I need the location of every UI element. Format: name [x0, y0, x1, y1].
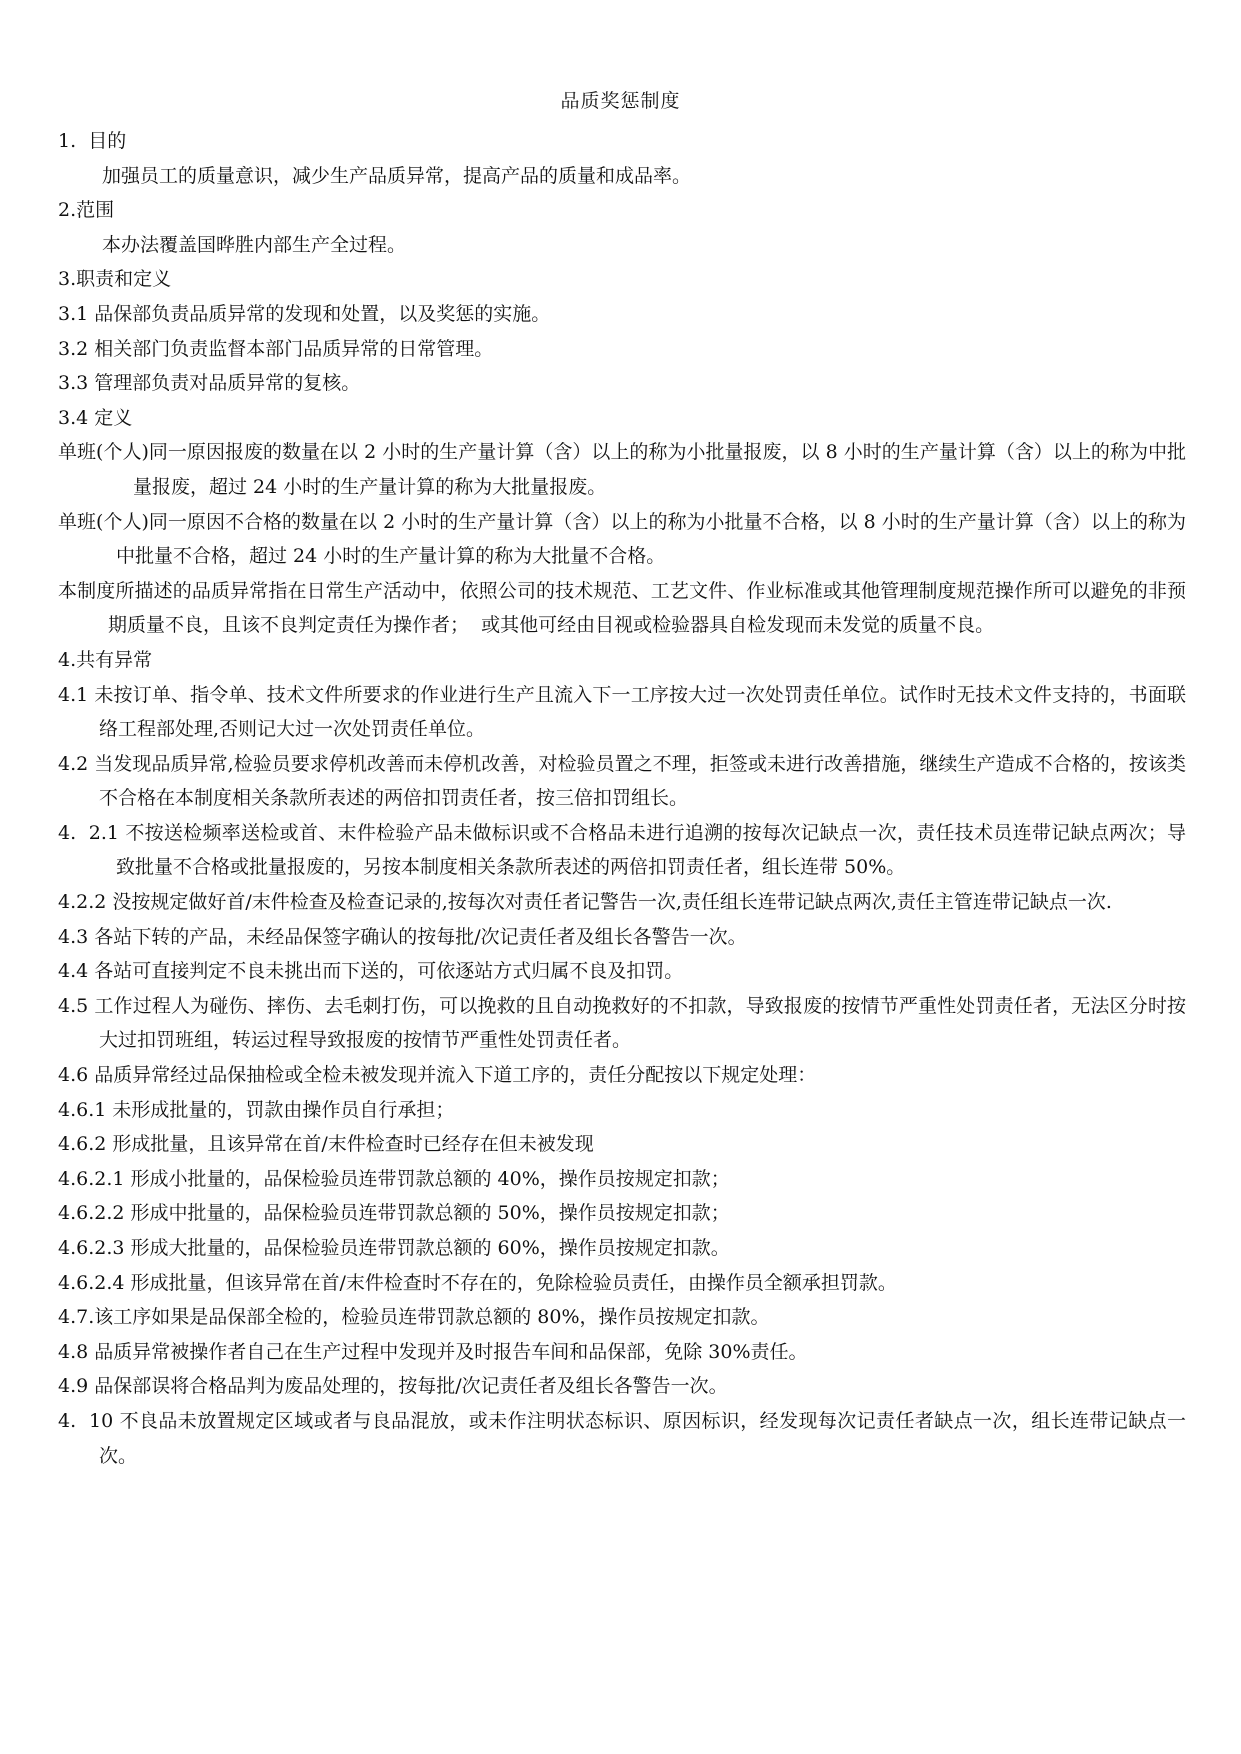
clause-3-1: 3.1 品保部负责品质异常的发现和处置，以及奖惩的实施。 — [58, 302, 551, 325]
clause-4-6-1: 4.6.1 未形成批量的，罚款由操作员自行承担； — [58, 1098, 455, 1121]
clause-4-1: 4.1 未按订单、指令单、技术文件所要求的作业进行生产且流入下一工序按大过一次处罚责任单位。试作时无技术文件支持的，书面联络工程部处理,否则记大过一次处罚责任单位。 — [58, 683, 1186, 741]
clause-4-6-2: 4.6.2 形成批量，且该异常在首/末件检查时已经存在但未被发现 — [58, 1133, 594, 1156]
definition-quality-anomaly: 本制度所描述的品质异常指在日常生产活动中，依照公司的技术规范、工艺文件、作业标准或其他管理制度规范操作所可以避免的非预期质量不良，且该不良判定责任为操作者； 或其他可经由目视或检验器具自检发现而未发觉的质量不良。 — [58, 579, 1186, 637]
clause-4-6-2-2: 4.6.2.2 形成中批量的，品保检验员连带罚款总额的 50%，操作员按规定扣款； — [58, 1202, 730, 1225]
clause-4-2-1: 4. 2.1 不按送检频率送检或首、末件检验产品未做标识或不合格品未进行追溯的按每次记缺点一次，责任技术员连带记缺点两次；导致批量不合格或批量报废的，另按本制度相关条款所表述的两倍扣罚责任者，组长连带 50%。 — [58, 821, 1186, 879]
clause-4-7: 4.7.该工序如果是品保部全检的，检验员连带罚款总额的 80%，操作员按规定扣款。 — [58, 1306, 770, 1329]
document-title: 品质奖惩制度 — [560, 90, 681, 112]
clause-4-9: 4.9 品保部误将合格品判为废品处理的，按每批/次记责任者及组长各警告一次。 — [58, 1375, 728, 1398]
section-2-text: 本办法覆盖国晔胜内部生产全过程。 — [102, 233, 407, 256]
definition-nonconforming: 单班(个人)同一原因不合格的数量在以 2 小时的生产量计算（含）以上的称为小批量不合格，以 8 小时的生产量计算（含）以上的称为中批量不合格，超过 24 小时的生产量计算的称为大批量不合格。 — [58, 510, 1186, 568]
section-3-heading: 3.职责和定义 — [58, 268, 172, 291]
definition-scrap: 单班(个人)同一原因报废的数量在以 2 小时的生产量计算（含）以上的称为小批量报废，以 8 小时的生产量计算（含）以上的称为中批量报废，超过 24 小时的生产量计算的称为大批量报废。 — [58, 441, 1186, 498]
clause-4-3: 4.3 各站下转的产品，未经品保签字确认的按每批/次记责任者及组长各警告一次。 — [58, 925, 747, 948]
clause-3-2: 3.2 相关部门负责监督本部门品质异常的日常管理。 — [58, 337, 494, 360]
clause-4-2-2: 4.2.2 没按规定做好首/末件检查及检查记录的,按每次对责任者记警告一次,责任组长连带记缺点两次,责任主管连带记缺点一次. — [58, 891, 1112, 914]
clause-4-6-2-4: 4.6.2.4 形成批量，但该异常在首/末件检查时不存在的，免除检验员责任，由操作员全额承担罚款。 — [58, 1271, 897, 1294]
clause-4-4: 4.4 各站可直接判定不良未挑出而下送的，可依逐站方式归属不良及扣罚。 — [58, 960, 684, 983]
section-4-heading: 4.共有异常 — [58, 648, 153, 671]
section-2-heading: 2.范围 — [58, 199, 115, 222]
clause-3-3: 3.3 管理部负责对品质异常的复核。 — [58, 372, 361, 395]
clause-4-6-2-1: 4.6.2.1 形成小批量的，品保检验员连带罚款总额的 40%，操作员按规定扣款； — [58, 1167, 730, 1190]
document-body — [58, 124, 1186, 1473]
clause-4-10: 4. 10 不良品未放置规定区域或者与良品混放，或未作注明状态标识、原因标识，经发现每次记责任者缺点一次，组长连带记缺点一次。 — [58, 1409, 1186, 1467]
clause-4-6: 4.6 品质异常经过品保抽检或全检未被发现并流入下道工序的，责任分配按以下规定处理： — [58, 1064, 817, 1087]
clause-4-2: 4.2 当发现品质异常,检验员要求停机改善而未停机改善，对检验员置之不理，拒签或未进行改善措施，继续生产造成不合格的，按该类不合格在本制度相关条款所表述的两倍扣罚责任者，按三倍扣罚组长。 — [58, 752, 1186, 810]
section-1-text: 加强员工的质量意识，减少生产品质异常，提高产品的质量和成品率。 — [102, 164, 692, 187]
clause-3-4: 3.4 定义 — [58, 406, 133, 429]
clause-4-6-2-3: 4.6.2.3 形成大批量的，品保检验员连带罚款总额的 60%，操作员按规定扣款。 — [58, 1237, 730, 1259]
clause-4-8: 4.8 品质异常被操作者自己在生产过程中发现并及时报告车间和品保部，免除 30%责任。 — [58, 1340, 808, 1363]
clause-4-5: 4.5 工作过程人为碰伤、摔伤、去毛刺打伤，可以挽救的且自动挽救好的不扣款，导致报废的按情节严重性处罚责任者，无法区分时按大过扣罚班组，转运过程导致报废的按情节严重性处罚责任者。 — [58, 994, 1186, 1052]
section-1-heading: 1. 目的 — [58, 130, 127, 152]
